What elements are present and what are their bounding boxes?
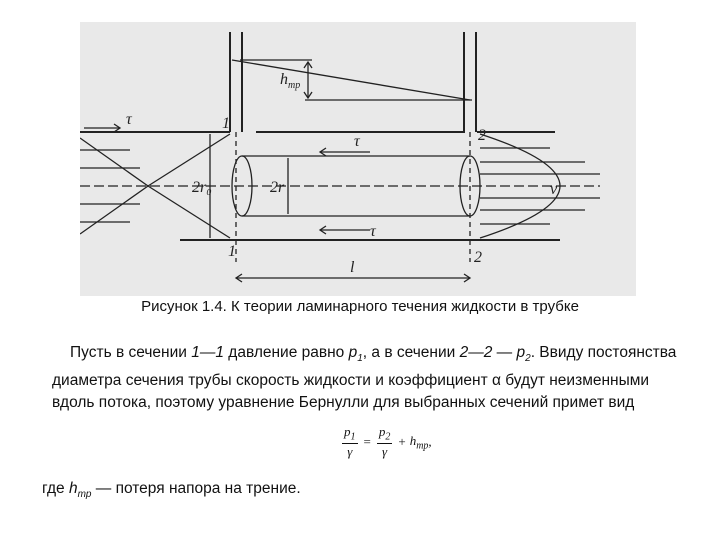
- label-section2-bottom: 2: [474, 249, 482, 266]
- label-tau-bottom: τ: [370, 223, 376, 240]
- fraction-p2: $\frac{p_2}{\gamma}$: [378, 424, 391, 459]
- label-section2-top: 2: [478, 127, 486, 144]
- label-h: $h_{mp}$: [280, 71, 301, 91]
- label-section1-bottom: 1: [228, 243, 236, 260]
- pipe-diagram: [80, 22, 636, 296]
- inlet-top-edge: [148, 134, 230, 186]
- label-l: l: [350, 259, 355, 276]
- label-tau-top: τ: [354, 133, 360, 150]
- footnote-text: где $h_{mp}$ — потеря напора на трение.: [42, 480, 301, 501]
- head-loss-term: $h_{mp}$: [409, 432, 429, 452]
- label-tau-left: τ: [126, 111, 132, 128]
- bernoulli-formula: $\frac{p_1}{\gamma}$ = $\frac{p_2}{\gamma}$ + $h_{mp}$ ,: [344, 424, 432, 459]
- figure-caption: Рисунок 1.4. К теории ламинарного течения жидкости в трубке: [141, 298, 579, 315]
- label-section1-top: 1: [222, 115, 230, 132]
- label-v: v: [550, 181, 558, 198]
- fraction-p1: $\frac{p_1}{\gamma}$: [344, 424, 356, 459]
- laminar-flow-figure: [80, 22, 636, 296]
- label-2r: 2r: [270, 179, 285, 196]
- body-paragraph: Пусть в сечении 1—1 давление равно $p_1$, а в сечении 2—2 — $p_2$. Ввиду постоянства диаметра сечения трубы скорость жидкости и коэффициент α будут неизменными вдоль потока, поэтому уравнение Бернулли для выбранных сечений примет вид: [52, 344, 677, 412]
- hydraulic-grade-line: [232, 60, 470, 100]
- alpha-symbol: α: [492, 372, 501, 390]
- label-2r0: 2r₀: [192, 179, 212, 196]
- inlet-bottom-edge: [148, 186, 230, 238]
